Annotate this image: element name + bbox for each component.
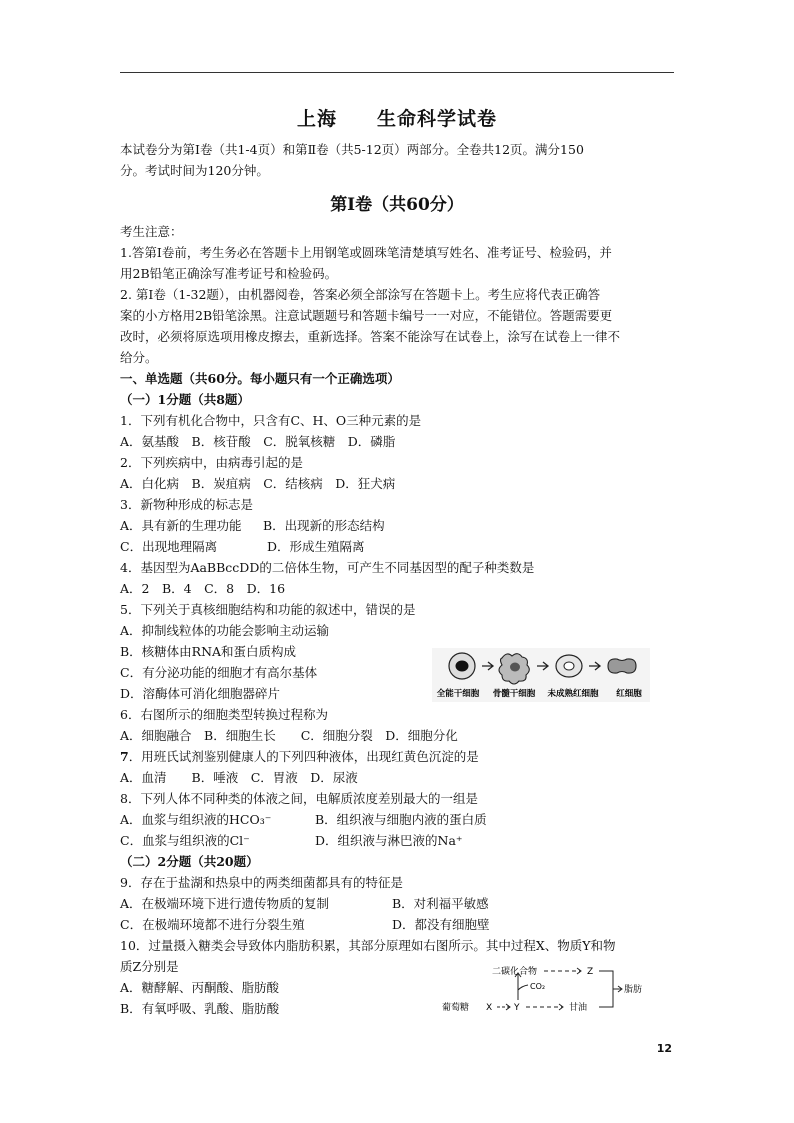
q9-stem: 9．存在于盐湖和热泉中的两类细菌都具有的特征是 [120,875,403,890]
label-carbon-compound: 二碳化合物 [492,967,538,977]
label-marrow: 骨髓干细胞 [492,689,536,699]
immature-rbc-nucleus [564,662,574,670]
q9-option-d: D．都没有细胞壁 [392,917,490,932]
label-fat: 脂肪 [624,985,643,995]
bracket-line [599,971,613,1007]
q8-option-d: D．组织液与淋巴液的Na⁺ [315,833,463,848]
q8-option-c: C．血浆与组织液的Cl⁻ [120,833,250,848]
part1-heading: 一、单选题（共60分。每小题只有一个正确选项） [120,371,400,386]
q8-option-a: A．血浆与组织液的HCO₃⁻ [120,812,272,827]
marrow-cell-nucleus [510,663,520,672]
label-glucose: 葡萄糖 [442,1003,470,1013]
label-rbc: 红细胞 [616,689,642,699]
q6-stem: 6．右图所示的细胞类型转换过程称为 [120,707,328,722]
q7-stem-text: ．用班氏试剂鉴别健康人的下列四种液体，出现红黄色沉淀的是 [128,749,479,764]
label-immature-rbc: 未成熟红细胞 [547,689,599,699]
q10-stem-line1: 10．过量摄入糖类会导致体内脂肪积累，其部分原理如右图所示。其中过程X、物质Y和物 [120,938,616,953]
label-glycerol: 甘油 [569,1003,588,1013]
label-y: Y [514,1003,520,1013]
q9-option-a: A．在极端环境下进行遗传物质的复制 [120,896,330,911]
page-number: 12 [656,1042,672,1055]
title-subject: 生命科学试卷 [377,108,498,130]
q4-stem: 4．基因型为AaBBccDD的二倍体生物，可产生不同基因型的配子种类数是 [120,560,535,575]
label-totipotent: 全能干细胞 [436,689,480,699]
q8-option-b: B．组织液与细胞内液的蛋白质 [315,812,487,827]
q5-option-a: A．抑制线粒体的功能会影响主动运输 [120,623,330,638]
q5-option-c: C．有分泌功能的细胞才有高尔基体 [120,665,318,680]
q9-option-c: C．在极端环境都不进行分裂生殖 [120,917,305,932]
header-rule [120,72,674,73]
intro-line-1: 本试卷分为第Ⅰ卷（共1-4页）和第Ⅱ卷（共5-12页）两部分。全卷共12页。满分150 [120,142,584,157]
notice-label: 考生注意： [120,224,183,239]
q1-stem: 1．下列有机化合物中，只含有C、H、O三种元素的是 [120,413,422,428]
q10-option-a: A．糖酵解、丙酮酸、脂肪酸 [120,980,280,995]
co2-branch [518,985,528,990]
section-title: 第Ⅰ卷（共60分） [330,195,464,215]
q7-number: 7 [120,749,129,764]
q4-options: A．2 B．4 C．8 D．16 [120,581,286,596]
q5-option-b: B．核糖体由RNA和蛋白质构成 [120,644,297,659]
notice-line: 改时，必须将原选项用橡皮擦去，重新选择。答案不能涂写在试卷上，涂写在试卷上一律不 [120,329,621,344]
q2-stem: 2．下列疾病中，由病毒引起的是 [120,455,303,470]
q10-stem-line2: 质Z分别是 [120,959,179,974]
q7-options: A．血清 B．唾液 C．胃液 D．尿液 [120,770,358,785]
q9-option-b: B．对利福平敏感 [392,896,489,911]
q6-options: A．细胞融合 B．细胞生长 C．细胞分裂 D．细胞分化 [120,728,458,743]
notice-line: 用2B铅笔正确涂写准考证号和检验码。 [120,266,338,281]
q8-stem: 8．下列人体不同种类的体液之间，电解质浓度差别最大的一组是 [120,791,478,806]
label-co2: CO₂ [530,982,546,991]
label-z: Z [587,967,594,977]
page-title [0,104,794,131]
stem-cell-nucleus [456,661,469,672]
rbc-shape [608,659,636,673]
q1-options: A．氨基酸 B．核苷酸 C．脱氧核糖 D．磷脂 [120,434,396,449]
sub2-heading: （二）2分题（共20题） [120,854,259,869]
intro-line-2: 分。考试时间为120分钟。 [120,163,269,178]
q5-option-d: D．溶酶体可消化细胞器碎片 [120,686,281,701]
q2-options: A．白化病 B．炭疽病 C．结核病 D．狂犬病 [120,476,396,491]
notice-line: 1.答第Ⅰ卷前，考生务必在答题卡上用钢笔或圆珠笔清楚填写姓名、准考证号、检验码，并 [120,245,612,260]
cell-differentiation-figure [432,648,650,702]
notice-line: 2. 第Ⅰ卷（1-32题），由机器阅卷，答案必须全部涂写在答题卡上。考生应将代表正确答 [120,287,601,302]
notice-line: 给分。 [120,350,158,365]
metabolism-figure [442,960,674,1018]
q7-stem [120,749,479,765]
title-region: 上海 [296,108,337,130]
q10-option-b: B．有氧呼吸、乳酸、脂肪酸 [120,1001,280,1016]
label-x: X [486,1003,493,1013]
q3-option-a: A．具有新的生理功能 [120,518,242,533]
notice-line: 案的小方格用2B铅笔涂黑。注意试题题号和答题卡编号一一对应，不能错位。答题需要更 [120,308,613,323]
q3-option-d: D．形成生殖隔离 [267,539,365,554]
q5-stem: 5．下列关于真核细胞结构和功能的叙述中，错误的是 [120,602,416,617]
sub1-heading: （一）1分题（共8题） [120,392,250,407]
q3-stem: 3．新物种形成的标志是 [120,497,253,512]
q3-option-b: B．出现新的形态结构 [263,518,385,533]
q3-option-c: C．出现地理隔离 [120,539,218,554]
